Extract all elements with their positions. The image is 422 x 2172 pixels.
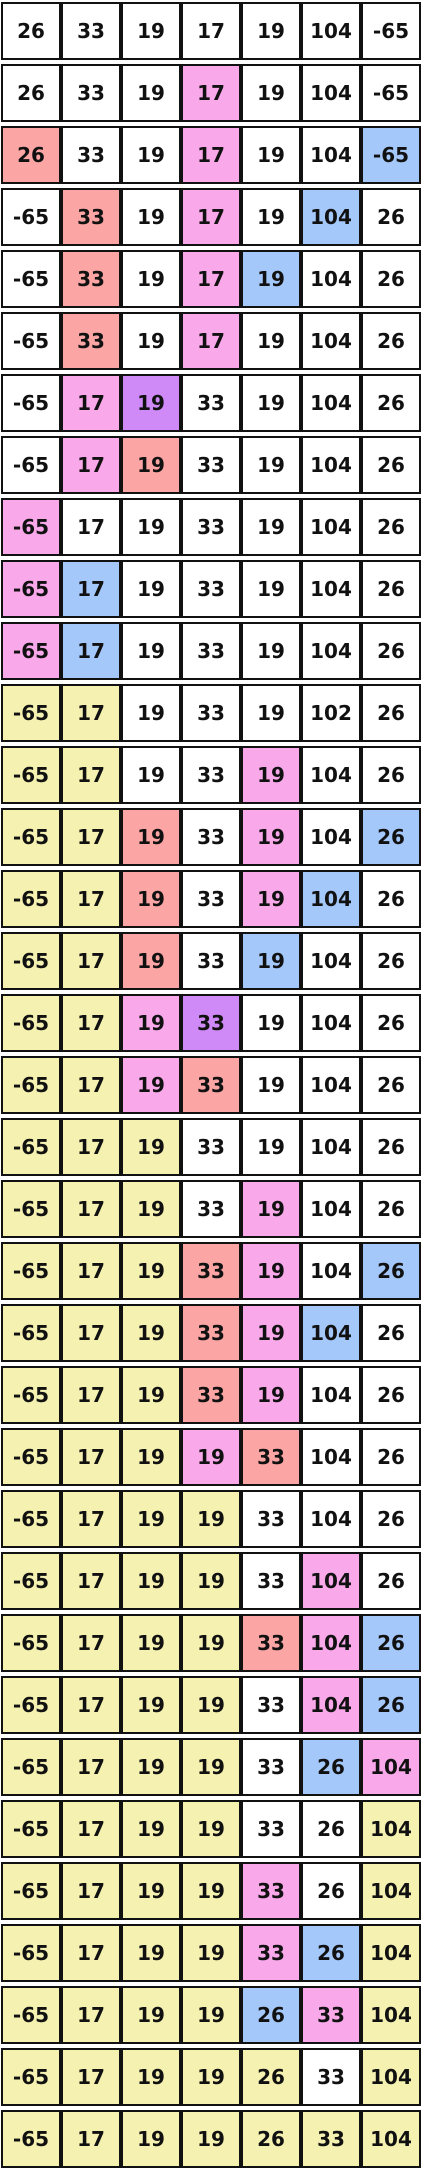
array-cell: 19 [241,870,301,928]
array-cell: 104 [301,374,361,432]
step-row [1,1552,422,1614]
array-cell: 104 [301,1304,361,1362]
array-cell: 19 [121,1490,181,1548]
array-cell: 17 [181,250,241,308]
array-cell: 26 [361,622,421,680]
array-cell: 104 [301,1428,361,1486]
array-cell: 26 [241,1986,301,2044]
array-cell: 19 [121,746,181,804]
step-row [1,2,422,64]
array-cell: 19 [121,2,181,60]
array-cell: 19 [121,684,181,742]
array-cell: 26 [361,188,421,246]
array-cell: 26 [361,808,421,866]
array-cell: 19 [121,498,181,556]
array-cell: 19 [121,1242,181,1300]
array-cell: 33 [61,64,121,122]
array-cell: 19 [121,312,181,370]
array-cell: 104 [301,2,361,60]
step-row [1,932,422,994]
step-row [1,1924,422,1986]
array-cell: 104 [301,1614,361,1672]
array-cell: 104 [301,560,361,618]
step-row [1,1986,422,2048]
step-row [1,1862,422,1924]
array-cell: 33 [181,994,241,1052]
array-cell: -65 [1,1676,61,1734]
array-cell: 19 [121,1614,181,1672]
array-cell: 19 [121,2110,181,2168]
array-cell: 17 [61,746,121,804]
array-cell: -65 [1,994,61,1052]
array-cell: -65 [1,870,61,928]
step-row [1,64,422,126]
array-cell: 26 [361,250,421,308]
array-cell: 104 [301,188,361,246]
step-row [1,1304,422,1366]
array-cell: 19 [121,1800,181,1858]
array-cell: 19 [181,1490,241,1548]
array-cell: 17 [61,1366,121,1424]
step-row [1,1366,422,1428]
array-cell: 104 [301,1366,361,1424]
array-cell: 19 [121,436,181,494]
array-cell: 26 [1,2,61,60]
array-cell: 33 [181,1118,241,1176]
array-cell: 104 [301,436,361,494]
array-cell: 17 [61,1304,121,1362]
array-cell: 19 [121,1056,181,1114]
array-cell: 26 [241,2110,301,2168]
array-cell: -65 [1,1118,61,1176]
array-cell: 26 [361,1552,421,1610]
array-cell: 19 [241,684,301,742]
array-cell: -65 [1,1614,61,1672]
array-cell: 19 [241,126,301,184]
array-cell: 26 [301,1800,361,1858]
array-cell: 104 [301,808,361,866]
array-cell: 19 [121,1304,181,1362]
array-cell: 104 [301,1056,361,1114]
array-cell: -65 [1,188,61,246]
array-cell: -65 [1,1366,61,1424]
array-cell: 26 [361,312,421,370]
array-cell: 104 [361,1924,421,1982]
array-cell: 17 [61,1800,121,1858]
step-row [1,1800,422,1862]
array-cell: -65 [1,1800,61,1858]
array-cell: 19 [181,1552,241,1610]
array-cell: -65 [1,560,61,618]
array-cell: 26 [361,1366,421,1424]
array-cell: 19 [181,1614,241,1672]
array-cell: 19 [121,1180,181,1238]
array-cell: 17 [181,126,241,184]
array-cell: 19 [241,2,301,60]
array-cell: 26 [361,1676,421,1734]
array-cell: 19 [241,560,301,618]
array-cell: 26 [361,1304,421,1362]
step-row [1,374,422,436]
array-cell: 104 [301,932,361,990]
array-cell: 19 [181,1676,241,1734]
step-row [1,1738,422,1800]
array-cell: -65 [1,808,61,866]
array-cell: 26 [361,560,421,618]
array-cell: 17 [181,2,241,60]
array-cell: 19 [241,188,301,246]
array-cell: 104 [301,1180,361,1238]
array-cell: 26 [301,1924,361,1982]
array-cell: 104 [301,1242,361,1300]
array-cell: 19 [121,1986,181,2044]
step-row [1,498,422,560]
array-cell: 104 [361,1738,421,1796]
array-cell: 19 [241,994,301,1052]
array-cell: 33 [181,560,241,618]
array-cell: 19 [241,498,301,556]
array-cell: 19 [121,1366,181,1424]
array-cell: 33 [61,188,121,246]
array-cell: 26 [361,1056,421,1114]
array-cell: 17 [61,1924,121,1982]
array-cell: 26 [301,1738,361,1796]
array-cell: 17 [181,64,241,122]
array-cell: 17 [61,1180,121,1238]
array-cell: 33 [241,1738,301,1796]
array-cell: 26 [301,1862,361,1920]
step-row [1,808,422,870]
step-row [1,312,422,374]
array-cell: 104 [301,1552,361,1610]
step-row [1,188,422,250]
step-row [1,1242,422,1304]
step-row [1,250,422,312]
array-cell: 33 [181,932,241,990]
array-cell: 104 [301,250,361,308]
array-cell: 26 [1,64,61,122]
array-cell: 17 [61,374,121,432]
array-cell: 17 [61,1862,121,1920]
array-cell: 26 [361,1242,421,1300]
array-cell: 19 [181,1800,241,1858]
array-cell: 19 [121,622,181,680]
array-cell: 26 [241,2048,301,2106]
array-cell: 104 [301,312,361,370]
array-cell: 19 [241,932,301,990]
array-cell: 19 [241,436,301,494]
array-cell: 19 [121,1428,181,1486]
array-cell: 19 [121,808,181,866]
step-row [1,994,422,1056]
step-row [1,1056,422,1118]
array-cell: 19 [121,1738,181,1796]
array-cell: 19 [121,250,181,308]
array-cell: 33 [181,684,241,742]
array-cell: -65 [1,1986,61,2044]
array-cell: 26 [361,1490,421,1548]
step-row [1,2048,422,2110]
array-cell: 102 [301,684,361,742]
array-cell: -65 [1,2048,61,2106]
array-cell: 19 [241,1242,301,1300]
array-cell: 26 [361,1118,421,1176]
array-cell: -65 [1,1490,61,1548]
array-cell: 17 [61,560,121,618]
array-cell: 26 [361,1428,421,1486]
array-cell: 104 [361,2110,421,2168]
array-cell: 26 [361,374,421,432]
step-row [1,126,422,188]
array-cell: -65 [361,126,421,184]
array-cell: 17 [61,1614,121,1672]
array-cell: 17 [61,1428,121,1486]
array-cell: 104 [361,1986,421,2044]
array-cell: 26 [361,1180,421,1238]
array-cell: 19 [121,1118,181,1176]
array-cell: -65 [1,622,61,680]
array-cell: 33 [181,1366,241,1424]
step-row [1,436,422,498]
array-cell: 17 [61,1676,121,1734]
array-cell: 33 [241,1924,301,1982]
array-cell: 33 [181,374,241,432]
array-cell: 33 [181,746,241,804]
array-cell: 19 [241,808,301,866]
array-cell: 17 [61,498,121,556]
array-cell: 104 [361,1800,421,1858]
array-cell: 19 [241,1056,301,1114]
array-cell: 17 [61,994,121,1052]
array-cell: 33 [61,2,121,60]
array-cell: -65 [1,1056,61,1114]
step-row [1,746,422,808]
array-cell: 26 [361,1614,421,1672]
array-cell: 17 [61,932,121,990]
array-cell: 104 [301,870,361,928]
step-row [1,622,422,684]
array-cell: 19 [241,312,301,370]
array-cell: 19 [181,1924,241,1982]
array-cell: -65 [1,250,61,308]
array-cell: 19 [241,1304,301,1362]
array-cell: 17 [61,1490,121,1548]
array-cell: 17 [61,436,121,494]
step-row [1,1614,422,1676]
array-cell: 19 [181,2110,241,2168]
array-cell: 33 [301,1986,361,2044]
array-cell: 26 [361,870,421,928]
array-cell: 33 [61,312,121,370]
array-cell: 17 [61,808,121,866]
array-cell: 33 [181,436,241,494]
array-cell: 26 [361,746,421,804]
array-cell: 33 [181,1180,241,1238]
array-cell: 19 [121,1924,181,1982]
step-row [1,870,422,932]
array-cell: -65 [1,1862,61,1920]
array-cell: 19 [121,374,181,432]
array-cell: 17 [61,684,121,742]
array-cell: 33 [181,1304,241,1362]
array-cell: 33 [61,250,121,308]
array-cell: 33 [241,1676,301,1734]
array-cell: -65 [1,1552,61,1610]
array-cell: -65 [361,2,421,60]
array-cell: 19 [181,1738,241,1796]
array-cell: 19 [181,1986,241,2044]
array-cell: 33 [61,126,121,184]
array-cell: -65 [1,1304,61,1362]
array-cell: 33 [241,1800,301,1858]
step-row [1,1180,422,1242]
array-cell: 19 [121,2048,181,2106]
array-cell: 26 [361,498,421,556]
array-cell: 19 [181,1428,241,1486]
array-cell: 19 [241,746,301,804]
array-cell: 19 [241,622,301,680]
array-cell: -65 [1,684,61,742]
array-cell: 19 [121,932,181,990]
array-cell: -65 [1,932,61,990]
array-cell: 17 [61,2110,121,2168]
array-cell: 26 [361,932,421,990]
array-cell: 33 [301,2110,361,2168]
array-cell: 19 [121,1552,181,1610]
array-cell: 17 [61,870,121,928]
step-row [1,684,422,746]
array-cell: 33 [181,622,241,680]
array-cell: -65 [1,1428,61,1486]
array-cell: 19 [121,64,181,122]
array-cell: 19 [241,1180,301,1238]
array-cell: 33 [181,498,241,556]
array-cell: 104 [361,1862,421,1920]
array-cell: 19 [241,374,301,432]
step-row [1,2110,422,2172]
array-cell: 17 [61,1056,121,1114]
array-cell: 104 [301,994,361,1052]
array-cell: 26 [361,684,421,742]
array-cell: 17 [61,622,121,680]
array-cell: 17 [61,1986,121,2044]
array-cell: 26 [361,436,421,494]
array-cell: 104 [301,746,361,804]
array-cell: -65 [1,436,61,494]
step-row [1,1118,422,1180]
array-cell: 19 [241,250,301,308]
array-cell: 33 [241,1490,301,1548]
array-cell: -65 [1,1738,61,1796]
array-cell: 19 [121,188,181,246]
array-cell: -65 [1,1924,61,1982]
array-cell: -65 [1,374,61,432]
array-cell: 33 [241,1862,301,1920]
array-cell: 33 [181,808,241,866]
array-cell: -65 [1,1242,61,1300]
array-cell: 26 [1,126,61,184]
array-cell: 17 [61,1242,121,1300]
array-cell: 33 [181,1056,241,1114]
array-cell: -65 [1,2110,61,2168]
array-cell: 19 [241,1366,301,1424]
array-cell: 104 [361,2048,421,2106]
array-cell: 33 [241,1614,301,1672]
array-cell: 19 [241,64,301,122]
step-row [1,1676,422,1738]
array-cell: 17 [181,312,241,370]
array-cell: 33 [181,870,241,928]
step-row [1,1428,422,1490]
array-cell: 19 [121,870,181,928]
array-cell: 17 [181,188,241,246]
array-cell: 33 [241,1428,301,1486]
array-cell: 33 [181,1242,241,1300]
array-cell: 17 [61,1118,121,1176]
array-cell: 19 [121,1676,181,1734]
array-cell: 104 [301,126,361,184]
array-cell: 19 [121,1862,181,1920]
array-cell: 19 [181,1862,241,1920]
array-cell: 19 [181,2048,241,2106]
array-cell: 104 [301,64,361,122]
step-row [1,1490,422,1552]
array-cell: 104 [301,1676,361,1734]
array-cell: -65 [1,312,61,370]
array-cell: 19 [121,126,181,184]
array-cell: 26 [361,994,421,1052]
array-cell: 17 [61,1738,121,1796]
array-cell: 19 [241,1118,301,1176]
array-cell: -65 [1,1180,61,1238]
array-cell: -65 [1,746,61,804]
array-cell: 33 [301,2048,361,2106]
array-cell: 19 [121,994,181,1052]
array-cell: 104 [301,1118,361,1176]
array-cell: 104 [301,1490,361,1548]
array-cell: 104 [301,498,361,556]
array-cell: -65 [361,64,421,122]
array-cell: 19 [121,560,181,618]
array-cell: 33 [241,1552,301,1610]
array-cell: 17 [61,2048,121,2106]
array-cell: 17 [61,1552,121,1610]
array-cell: -65 [1,498,61,556]
array-cell: 104 [301,622,361,680]
step-row [1,560,422,622]
